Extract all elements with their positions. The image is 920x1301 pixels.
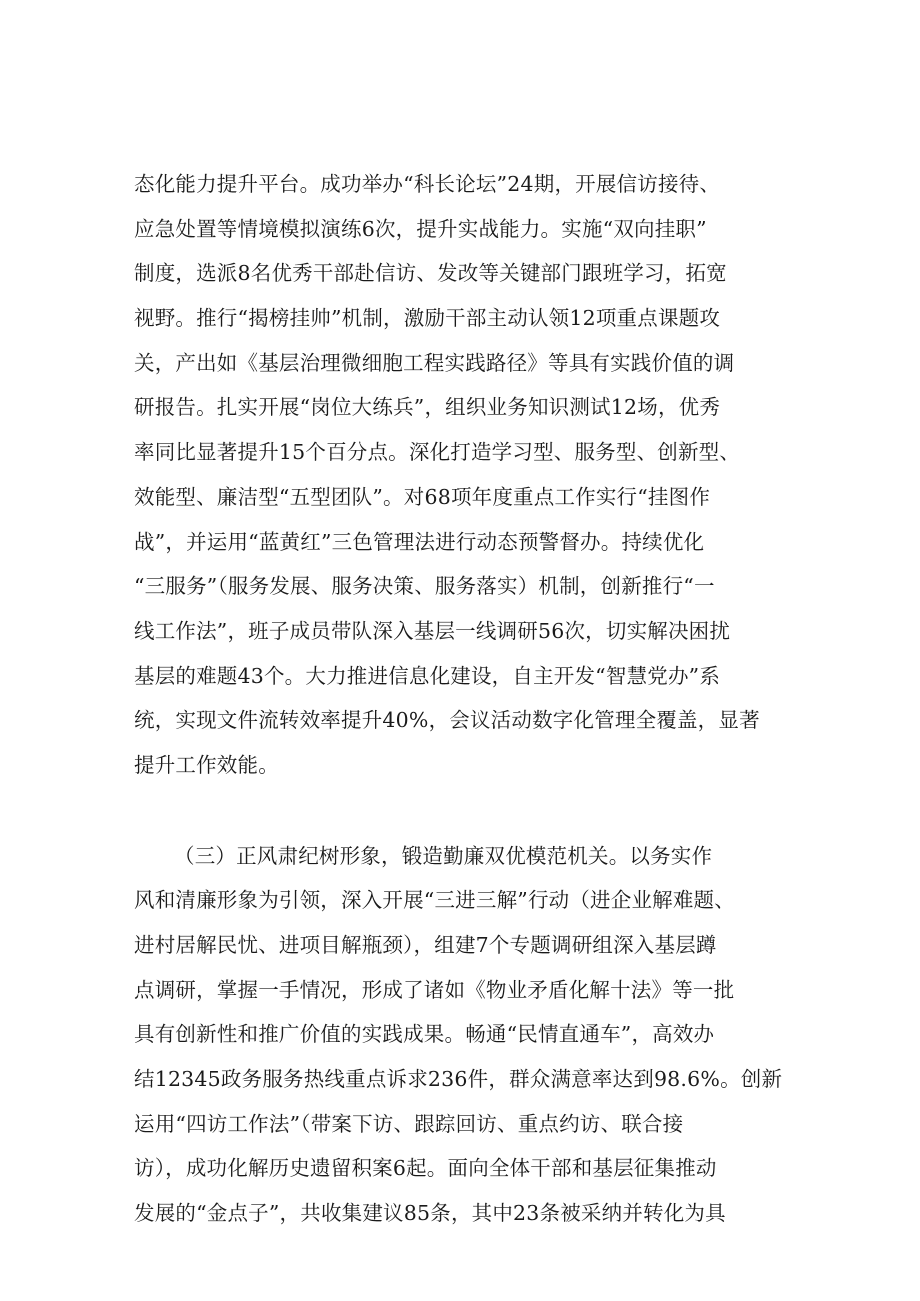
text-line: 风和清廉形象为引领，深入开展“三进三解”行动（进企业解难题、 xyxy=(134,888,735,913)
text-line: 统，实现文件流转效率提升40%，会议活动数字化管理全覆盖，显著 xyxy=(134,708,760,733)
text-line: 提升工作效能。 xyxy=(134,752,279,777)
paragraph-1 xyxy=(134,162,794,788)
text-line: 点调研，掌握一手情况，形成了诸如《物业矛盾化解十法》等一批 xyxy=(134,977,735,1002)
paragraph-2 xyxy=(134,834,794,1236)
text-line: 制度，选派8名优秀干部赴信访、发改等关键部门跟班学习，拓宽 xyxy=(134,261,727,286)
text-line: “三服务”（服务发展、服务决策、服务落实）机制，创新推行“一 xyxy=(134,574,715,599)
section-heading-line: （三）正风肃纪树形象，锻造勤廉双优模范机关。以务实作 xyxy=(174,843,713,868)
text-line: 运用“四访工作法”（带案下访、跟踪回访、重点约访、联合接 xyxy=(134,1111,684,1136)
document-body xyxy=(134,162,794,1236)
text-line: 访），成功化解历史遗留积案6起。面向全体干部和基层征集推动 xyxy=(134,1156,717,1181)
text-line: 视野。推行“揭榜挂帅”机制，激励干部主动认领12项重点课题攻 xyxy=(134,306,721,331)
text-line: 进村居解民忧、进项目解瓶颈），组建7个专题调研组深入基层蹲 xyxy=(134,933,717,957)
text-line: 关，产出如《基层治理微细胞工程实践路径》等具有实践价值的调 xyxy=(134,350,735,375)
text-line: 率同比显著提升15个百分点。深化打造学习型、服务型、创新型、 xyxy=(134,440,741,465)
text-line: 基层的难题43个。大力推进信息化建设，自主开发“智慧党办”系 xyxy=(134,663,721,688)
text-line: 态化能力提升平台。成功举办“科长论坛”24期，开展信访接待、 xyxy=(134,172,721,196)
text-line: 结12345政务服务热线重点诉求236件，群众满意率达到98.6%。创新 xyxy=(134,1067,783,1092)
text-line: 研报告。扎实开展“岗位大练兵”，组织业务知识测试12场，优秀 xyxy=(134,395,721,420)
text-line: 效能型、廉洁型“五型团队”。对68项年度重点工作实行“挂图作 xyxy=(134,484,711,509)
text-line: 发展的“金点子”，共收集建议85条，其中23条被采纳并转化为具 xyxy=(134,1201,726,1226)
text-line: 线工作法”，班子成员带队深入基层一线调研56次，切实解决困扰 xyxy=(134,618,731,643)
text-line: 应急处置等情境模拟演练6次，提升实战能力。实施“双向挂职” xyxy=(134,216,707,241)
paragraph-spacer xyxy=(134,788,794,834)
text-line: 具有创新性和推广价值的实践成果。畅通“民情直通车”，高效办 xyxy=(134,1022,715,1047)
text-line: 战”，并运用“蓝黄红”三色管理法进行动态预警督办。持续优化 xyxy=(134,529,705,554)
